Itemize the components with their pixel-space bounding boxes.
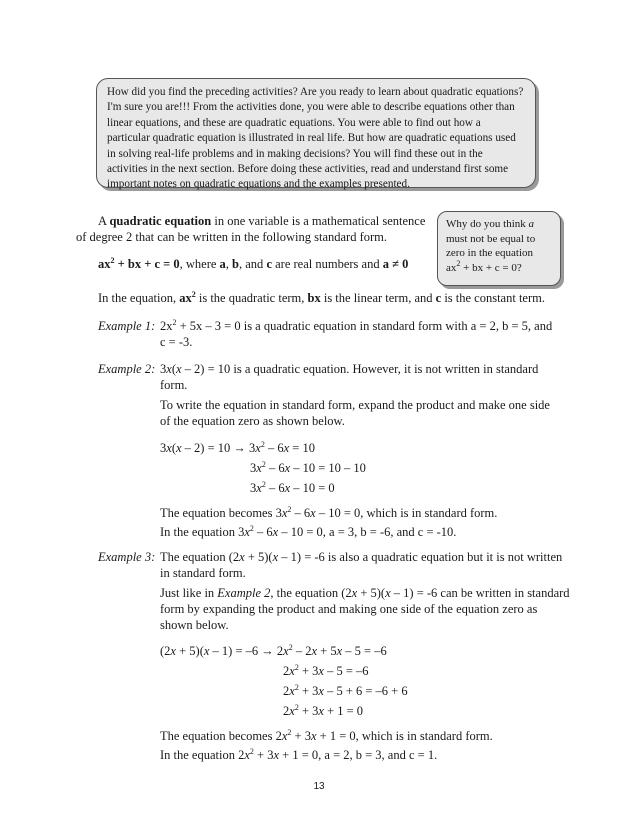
margin-note-box: [437, 211, 561, 286]
example-2-label: Example 2:: [98, 362, 156, 376]
example-3-label: Example 3:: [98, 550, 156, 564]
example-1-line-2: c = -3.: [160, 335, 193, 349]
example-3-result: The equation becomes $2x^2 + 3x + 1 = 0$, which is in standard form.: [160, 728, 493, 743]
page-number: 13: [313, 781, 325, 792]
example-2-step-2: $3x^2 - 6x - 10 = 10 - 10$: [250, 460, 366, 475]
example-3-step-4: $2x^2 + 3x + 1 = 0$: [283, 703, 364, 718]
example-2-line-3: To write the equation in standard form, expand the product and make one side: [160, 398, 550, 412]
example-2-step-1: $3x(x - 2) = 10 \to 3x^2 - 6x = 10$: [160, 440, 315, 455]
example-2-step-3: $3x^2 - 6x - 10 = 0$: [250, 480, 335, 495]
example-1-line-1: $2x^2 + 5x - 3 = 0$ is a quadratic equation in standard form with a = 2, b = 5, and: [160, 318, 553, 333]
intro-callout-box: [96, 78, 536, 191]
note-var-a: a: [528, 218, 534, 230]
example-2-line-1: 3x(x – 2) = 10 is a quadratic equation. However, it is not written in standard: [160, 362, 539, 376]
example-3-line-4: form by expanding the product and making one side of the equation zero as: [160, 602, 538, 616]
example-2-line-2: form.: [160, 378, 188, 392]
example-3-line-1: The equation (2x + 5)(x – 1) = -6 is also a quadratic equation but it is not written: [160, 550, 563, 564]
example-3-step-1: $(2x + 5)(x - 1) = -6 \to 2x^2 - 2x + 5x - 5 = -6$: [160, 643, 387, 658]
note-line-1: Why do you think: [446, 218, 526, 230]
note-line-3: zero in the equation: [446, 247, 534, 260]
example-1-label: Example 1:: [98, 319, 156, 333]
standard-form-line: $ax^2$ + bx + c = 0, where a, b, and c are real numbers and a ≠ 0: [98, 256, 409, 271]
example-3-line-3: Just like in Example 2, the equation (2x + 5)(x – 1) = -6 can be written in standard: [160, 586, 570, 600]
definition-line-1: A quadratic equation in one variable is a mathematical sentence: [98, 214, 426, 228]
example-3-coefficients: In the equation $2x^2 + 3x + 1 = 0$, a = 2, b = 3, and c = 1.: [160, 747, 438, 762]
term-quadratic-equation: quadratic equation: [109, 214, 212, 228]
definition-line-2: of degree 2 that can be written in the following standard form.: [76, 230, 388, 244]
example-2-coefficients: In the equation $3x^2 - 6x - 10 = 0$, a = 3, b = -6, and c = -10.: [160, 524, 457, 539]
example-3-step-2: $2x^2 + 3x - 5 = -6$: [283, 663, 369, 678]
intro-text: How did you find the preceding activities? Are you ready to learn about quadratic equations? I'm sure you are!!! From the activities done, you were able to describe equations other than linear equations, and these are quadratic equations. You were able to find out how a particular quadratic equation is illustrated in real life. But how are quadratic equations used in solving real-life problems and in making decisions? You will find these out in the activities in the next section. Before doing these activities, read and understand first some important notes on quadratic equations and the examples presented.: [107, 86, 524, 191]
note-line-4: $ax^2$ + bx + c = 0?: [446, 258, 522, 274]
example-3-step-3: $2x^2 + 3x - 5 + 6 = -6 + 6$: [283, 683, 408, 698]
example-3-line-2: in standard form.: [160, 566, 246, 580]
example-2-line-4: of the equation zero as shown below.: [160, 414, 345, 428]
terms-sentence: In the equation, $ax^2$ is the quadratic term, bx is the linear term, and c is the constant term.: [98, 290, 545, 305]
example-2-result: The equation becomes $3x^2 - 6x - 10 = 0$, which is in standard form.: [160, 505, 498, 520]
note-line-2: must not be equal to: [446, 232, 536, 245]
example-3-line-5: shown below.: [160, 618, 229, 632]
